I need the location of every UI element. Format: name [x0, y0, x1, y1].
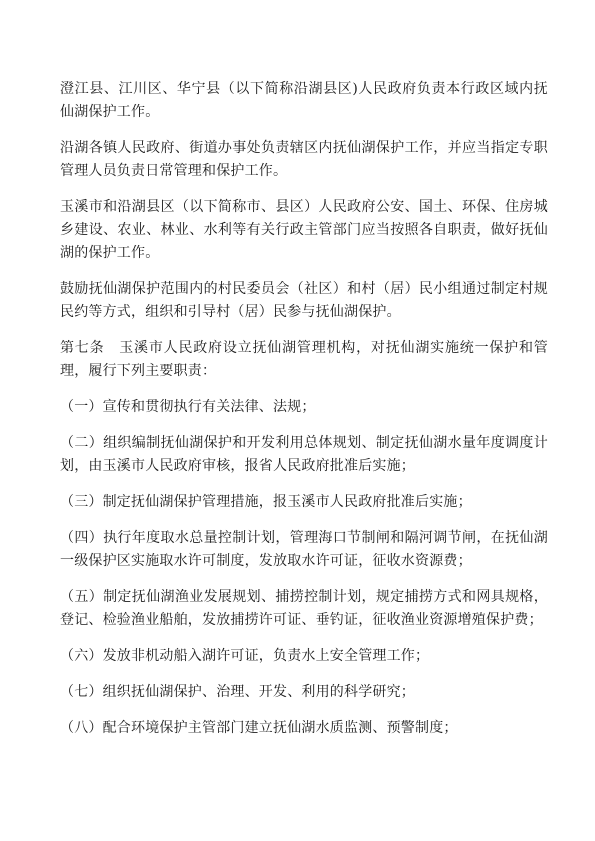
- duty-item-4: （四）执行年度取水总量控制计划，管理海口节制闸和隔河调节闸，在抚仙湖一级保护区实施取水许可制度，发放取水许可证，征收水资源费；: [60, 530, 548, 569]
- duty-item-3: （三）制定抚仙湖保护管理措施，报玉溪市人民政府批准后实施；: [60, 494, 472, 510]
- paragraph-town-responsibility: 沿湖各镇人民政府、街道办事处负责辖区内抚仙湖保护工作，并应当指定专职管理人员负责日常管理和保护工作。: [60, 140, 548, 179]
- paragraph-article-7: 第七条 玉溪市人民政府设立抚仙湖管理机构，对抚仙湖实施统一保护和管理，履行下列主要职责：: [60, 340, 548, 379]
- document-body: [60, 78, 548, 753]
- paragraph-department-responsibility: 玉溪市和沿湖县区（以下简称市、县区）人民政府公安、国土、环保、住房城乡建设、农业、林业、水利等有关行政主管部门应当按照各自职责，做好抚仙湖的保护工作。: [60, 199, 548, 261]
- paragraph-village-participation: 鼓励抚仙湖保护范围内的村民委员会（社区）和村（居）民小组通过制定村规民约等方式，组织和引导村（居）民参与抚仙湖保护。: [60, 281, 548, 320]
- duty-item-2: （二）组织编制抚仙湖保护和开发利用总体规划、制定抚仙湖水量年度调度计划，由玉溪市人民政府审核，报省人民政府批准后实施；: [60, 435, 548, 474]
- duty-item-5: （五）制定抚仙湖渔业发展规划、捕捞控制计划，规定捕捞方式和网具规格，登记、检验渔业船舶，发放捕捞许可证、垂钓证，征收渔业资源增殖保护费；: [60, 589, 548, 628]
- paragraph-county-responsibility: 澄江县、江川区、华宁县（以下简称沿湖县区)人民政府负责本行政区域内抚仙湖保护工作。: [60, 81, 548, 120]
- duty-item-1: （一）宣传和贯彻执行有关法律、法规；: [60, 399, 316, 415]
- duty-item-7: （七）组织抚仙湖保护、治理、开发、利用的科学研究；: [60, 684, 415, 700]
- duty-item-8: （八）配合环境保护主管部门建立抚仙湖水质监测、预警制度；: [60, 720, 458, 736]
- duty-item-6: （六）发放非机动船入湖许可证，负责水上安全管理工作；: [60, 648, 430, 664]
